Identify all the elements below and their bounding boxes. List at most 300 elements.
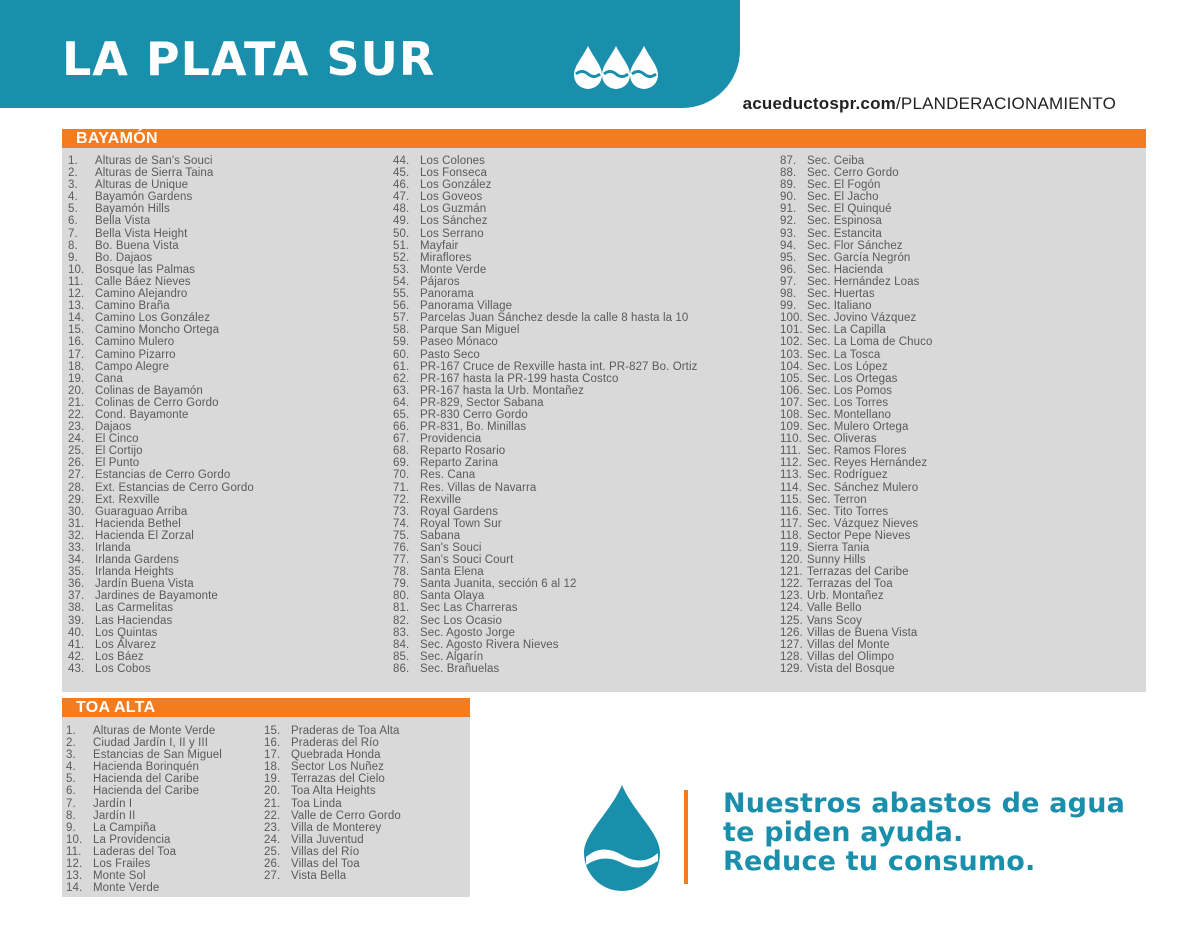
item-number: 52. [393, 251, 410, 264]
item-name: Monte Sol [93, 870, 146, 883]
item-number: 23. [264, 821, 281, 834]
item-name: Los Colones [420, 155, 486, 167]
item-name: Villa Juventud [291, 833, 364, 846]
item-name: Los Guzmán [420, 203, 487, 216]
item-name: Los González [420, 179, 492, 192]
item-number: 102. [780, 336, 803, 349]
item-number: 14. [66, 882, 83, 895]
item-name: Sec. Hernández Loas [807, 275, 920, 288]
item-name: Camino Los González [95, 312, 211, 325]
item-name: Valle de Cerro Gordo [291, 809, 401, 822]
list-item [68, 494, 254, 506]
item-name: Sec. Ceiba [807, 155, 865, 167]
item-number: 7. [66, 797, 76, 810]
item-name: Vans Scoy [807, 614, 863, 627]
list-item [393, 590, 697, 602]
item-name: Paseo Mónaco [420, 336, 498, 349]
item-name: Los Quintas [95, 626, 158, 639]
item-name: Sec. Sánchez Mulero [807, 481, 919, 494]
url-domain: acueductospr.com [742, 94, 896, 113]
list-item [68, 240, 254, 252]
item-name: Camino Pizarro [95, 348, 176, 361]
item-number: 13. [66, 870, 83, 883]
item-number: 84. [393, 638, 410, 651]
item-number: 26. [68, 457, 85, 470]
list-item [780, 639, 932, 651]
item-number: 38. [68, 602, 85, 615]
item-name: Guaraguao Arriba [95, 505, 188, 518]
item-number: 65. [393, 408, 410, 421]
item-number: 95. [780, 251, 797, 264]
website-url[interactable] [743, 94, 1116, 114]
list-item [264, 810, 401, 822]
item-number: 11. [68, 275, 84, 288]
item-name: Sec. La Capilla [807, 324, 886, 337]
item-name: Estancias de Cerro Gordo [95, 469, 231, 482]
item-name: Sec. Los López [807, 360, 888, 373]
item-number: 87. [780, 155, 797, 167]
item-number: 69. [393, 457, 410, 470]
item-number: 117. [780, 517, 802, 530]
list-item [780, 627, 932, 639]
list-item [264, 773, 401, 785]
list-item [68, 578, 254, 590]
item-name: Las Haciendas [95, 614, 173, 627]
item-name: Quebrada Honda [291, 749, 381, 762]
list-item [393, 179, 697, 191]
item-name: Sec. Los Torres [807, 396, 889, 409]
list-item [393, 554, 697, 566]
list-item [780, 324, 932, 336]
item-name: Santa Elena [420, 566, 484, 579]
list-item [393, 663, 697, 675]
list-item [780, 385, 932, 397]
item-name: Reparto Rosario [420, 445, 506, 458]
item-name: Bosque las Palmas [95, 263, 196, 276]
item-number: 18. [68, 360, 85, 373]
conservation-message [723, 789, 1163, 876]
item-number: 123. [780, 590, 803, 603]
item-name: Camino Moncho Ortega [95, 324, 220, 337]
item-name: San's Souci Court [420, 554, 514, 567]
item-number: 33. [68, 542, 85, 554]
item-number: 70. [393, 469, 410, 482]
item-name: Sec. Italiano [807, 300, 872, 313]
list-item [780, 651, 932, 663]
list-item [780, 482, 932, 494]
item-number: 121. [780, 566, 803, 579]
item-number: 11. [66, 845, 82, 858]
item-number: 99. [780, 300, 797, 313]
item-number: 78. [393, 566, 410, 579]
item-number: 37. [68, 590, 85, 603]
item-number: 46. [393, 179, 410, 192]
item-name: Bella Vista [95, 215, 151, 228]
list-item [264, 798, 401, 810]
item-name: El Punto [95, 457, 140, 470]
list-item [393, 651, 697, 663]
list-item [780, 433, 932, 445]
list-item [780, 457, 932, 469]
item-name: El Cortijo [95, 445, 143, 458]
item-name: Ciudad Jardín I, II y III [93, 737, 208, 750]
list-item [780, 469, 932, 481]
item-name: Sec Los Ocasio [420, 614, 502, 627]
list-item [780, 397, 932, 409]
list-item [393, 518, 697, 530]
list-item [393, 482, 697, 494]
list-item [68, 228, 254, 240]
list-item [393, 361, 697, 373]
list-item [393, 191, 697, 203]
item-name: Colinas de Cerro Gordo [95, 396, 219, 409]
item-number: 22. [68, 408, 85, 421]
toa-alta-column-1 [66, 725, 222, 894]
list-item [264, 834, 401, 846]
list-item [780, 203, 932, 215]
list-item [393, 312, 697, 324]
item-name: Mayfair [420, 239, 459, 252]
item-number: 4. [66, 761, 76, 774]
list-item [393, 252, 697, 264]
list-item [68, 361, 254, 373]
list-item [66, 834, 222, 846]
list-item [780, 663, 932, 675]
item-number: 114. [780, 481, 802, 494]
list-item [66, 858, 222, 870]
item-number: 20. [68, 384, 85, 397]
item-number: 15. [264, 725, 281, 737]
item-number: 31. [68, 517, 85, 530]
list-item [68, 639, 254, 651]
item-name: PR-167 hasta la Urb. Montañez [420, 384, 584, 397]
list-item [68, 518, 254, 530]
list-item [264, 822, 401, 834]
item-name: Reparto Zarina [420, 457, 499, 470]
list-item [393, 373, 697, 385]
list-item [393, 215, 697, 227]
list-item [68, 203, 254, 215]
item-number: 64. [393, 396, 410, 409]
item-number: 97. [780, 275, 797, 288]
list-item [68, 312, 254, 324]
bayamon-column-2 [393, 155, 697, 675]
item-name: Villas del Monte [807, 638, 890, 651]
item-name: Campo Alegre [95, 360, 170, 373]
item-number: 10. [66, 833, 83, 846]
item-name: Sec. Cerro Gordo [807, 167, 899, 180]
list-item [780, 264, 932, 276]
item-number: 24. [264, 833, 281, 846]
list-item [68, 191, 254, 203]
item-name: Jardín I [93, 797, 133, 810]
item-number: 28. [68, 481, 85, 494]
item-name: Sec. García Negrón [807, 251, 911, 264]
item-name: Terrazas del Toa [807, 578, 893, 591]
list-item [393, 457, 697, 469]
item-number: 118. [780, 529, 802, 542]
item-number: 127. [780, 638, 803, 651]
item-number: 34. [68, 554, 85, 567]
item-number: 10. [68, 263, 85, 276]
list-item [780, 252, 932, 264]
item-name: Hacienda Bethel [95, 517, 181, 530]
item-number: 82. [393, 614, 410, 627]
item-number: 75. [393, 529, 410, 542]
item-name: Sec. Agosto Rivera Nieves [420, 638, 559, 651]
list-item [68, 615, 254, 627]
item-name: Sec. La Loma de Chuco [807, 336, 933, 349]
item-number: 96. [780, 263, 797, 276]
list-item [264, 858, 401, 870]
list-item [66, 725, 222, 737]
item-number: 128. [780, 650, 803, 663]
list-item [393, 578, 697, 590]
list-item [393, 433, 697, 445]
item-number: 58. [393, 324, 410, 337]
list-item [780, 167, 932, 179]
list-item [66, 737, 222, 749]
item-name: Praderas de Toa Alta [291, 725, 400, 737]
item-name: Res. Cana [420, 469, 476, 482]
list-item [68, 506, 254, 518]
item-number: 44. [393, 155, 410, 167]
list-item [68, 215, 254, 227]
list-item [66, 846, 222, 858]
list-item [393, 542, 697, 554]
item-number: 8. [66, 809, 76, 822]
item-number: 9. [68, 251, 78, 264]
item-name: Monte Verde [93, 882, 160, 895]
list-item [68, 324, 254, 336]
item-name: Santa Olaya [420, 590, 485, 603]
list-item [68, 276, 254, 288]
list-item [393, 385, 697, 397]
item-number: 47. [393, 191, 410, 204]
list-item [68, 590, 254, 602]
item-name: Cana [95, 372, 123, 385]
item-number: 57. [393, 312, 410, 325]
item-name: Alturas de Monte Verde [93, 725, 216, 737]
list-item [393, 602, 697, 614]
item-number: 25. [68, 445, 85, 458]
item-name: Parque San Miguel [420, 324, 520, 337]
item-name: PR-831, Bo. Minillas [420, 421, 527, 434]
item-number: 17. [68, 348, 85, 361]
item-number: 21. [264, 797, 281, 810]
item-number: 54. [393, 275, 410, 288]
item-number: 93. [780, 227, 797, 240]
list-item [68, 167, 254, 179]
item-number: 129. [780, 662, 803, 675]
list-item [780, 312, 932, 324]
item-name: Villas del Toa [291, 858, 360, 871]
list-item [68, 627, 254, 639]
item-name: Los Frailes [93, 858, 151, 871]
item-number: 32. [68, 529, 85, 542]
list-item [66, 761, 222, 773]
item-number: 22. [264, 809, 281, 822]
list-item [264, 785, 401, 797]
item-name: Jardines de Bayamonte [95, 590, 218, 603]
list-item [780, 373, 932, 385]
url-path: /PLANDERACIONAMIENTO [895, 94, 1116, 113]
item-name: Sec. El Quinqué [807, 203, 892, 216]
item-number: 71. [393, 481, 410, 494]
list-item [66, 749, 222, 761]
item-name: Irlanda Gardens [95, 554, 179, 567]
item-name: Terrazas del Caribe [807, 566, 909, 579]
item-name: Sec. Tito Torres [807, 505, 889, 518]
item-name: Sec. Estancita [807, 227, 882, 240]
list-item [68, 179, 254, 191]
item-number: 91. [780, 203, 797, 216]
list-item [264, 846, 401, 858]
item-name: Terrazas del Cielo [291, 773, 385, 786]
item-number: 80. [393, 590, 410, 603]
item-number: 6. [66, 785, 76, 798]
item-name: Sec. Vázquez Nieves [807, 517, 919, 530]
item-name: Providencia [420, 433, 482, 446]
item-number: 15. [68, 324, 85, 337]
list-item [780, 602, 932, 614]
item-number: 88. [780, 167, 797, 180]
list-item [780, 590, 932, 602]
list-item [68, 433, 254, 445]
item-name: Ext. Rexville [95, 493, 160, 506]
list-item [393, 506, 697, 518]
item-number: 62. [393, 372, 410, 385]
item-name: Villas del Río [291, 845, 360, 858]
item-number: 108. [780, 408, 803, 421]
list-item [780, 578, 932, 590]
item-name: Hacienda El Zorzal [95, 529, 194, 542]
item-name: Toa Alta Heights [291, 785, 376, 798]
item-number: 63. [393, 384, 410, 397]
item-name: Alturas de Unique [95, 179, 189, 192]
toa-alta-column-2 [264, 725, 401, 882]
list-item [780, 615, 932, 627]
item-number: 83. [393, 626, 410, 639]
list-item [68, 264, 254, 276]
message-line-1: Nuestros abastos de agua [723, 788, 1126, 819]
item-number: 50. [393, 227, 410, 240]
item-name: Las Carmelitas [95, 602, 174, 615]
list-item [68, 469, 254, 481]
item-name: Royal Gardens [420, 505, 499, 518]
item-number: 16. [264, 737, 281, 750]
list-item [393, 324, 697, 336]
list-item [393, 203, 697, 215]
item-name: Rexville [420, 493, 462, 506]
item-name: Miraflores [420, 251, 472, 264]
list-item [780, 155, 932, 167]
list-item [780, 506, 932, 518]
item-number: 122. [780, 578, 803, 591]
item-name: Santa Juanita, sección 6 al 12 [420, 578, 577, 591]
list-item [68, 602, 254, 614]
list-item [393, 639, 697, 651]
list-item [68, 397, 254, 409]
item-name: Dajaos [95, 421, 132, 434]
page-title: LA PLATA SUR [62, 32, 436, 86]
item-name: Parcelas Juan Sánchez desde la calle 8 hasta la 10 [420, 312, 689, 325]
item-number: 49. [393, 215, 410, 228]
item-name: Toa Linda [291, 797, 342, 810]
item-number: 25. [264, 845, 281, 858]
item-name: Cond. Bayamonte [95, 408, 189, 421]
item-number: 103. [780, 348, 803, 361]
item-number: 73. [393, 505, 410, 518]
list-item [780, 542, 932, 554]
item-number: 67. [393, 433, 410, 446]
item-number: 60. [393, 348, 410, 361]
list-item [68, 252, 254, 264]
item-number: 19. [264, 773, 281, 786]
item-number: 18. [264, 761, 281, 774]
three-water-drops-logo-icon [572, 44, 660, 90]
item-number: 26. [264, 858, 281, 871]
item-number: 27. [68, 469, 85, 482]
bayamon-section-title: BAYAMÓN [62, 129, 1146, 148]
item-number: 89. [780, 179, 797, 192]
list-item [780, 300, 932, 312]
list-item [264, 725, 401, 737]
list-item [68, 530, 254, 542]
item-name: Sec. Oliveras [807, 433, 877, 446]
item-name: Sierra Tania [807, 542, 870, 554]
item-name: Sec. Huertas [807, 288, 875, 301]
item-name: Monte Verde [420, 263, 487, 276]
item-name: Bayamón Hills [95, 203, 170, 216]
item-name: Sec. Mulero Ortega [807, 421, 909, 434]
list-item [68, 385, 254, 397]
item-name: Pájaros [420, 275, 460, 288]
item-number: 9. [66, 821, 76, 834]
header-banner [0, 0, 740, 108]
item-number: 76. [393, 542, 410, 554]
item-number: 66. [393, 421, 410, 434]
item-name: Laderas del Toa [93, 845, 177, 858]
list-item [780, 518, 932, 530]
item-number: 124. [780, 602, 803, 615]
item-name: PR-830 Cerro Gordo [420, 408, 528, 421]
item-number: 74. [393, 517, 410, 530]
item-number: 79. [393, 578, 410, 591]
item-number: 8. [68, 239, 78, 252]
item-number: 3. [68, 179, 78, 192]
item-name: Camino Mulero [95, 336, 175, 349]
item-number: 41. [68, 638, 85, 651]
item-name: PR-167 Cruce de Rexville hasta int. PR-827 Bo. Ortiz [420, 360, 698, 373]
list-item [780, 288, 932, 300]
item-number: 53. [393, 263, 410, 276]
item-number: 40. [68, 626, 85, 639]
item-name: Urb. Montañez [807, 590, 884, 603]
item-name: Sector Los Nuñez [291, 761, 385, 774]
item-name: Bayamón Gardens [95, 191, 193, 204]
item-number: 30. [68, 505, 85, 518]
item-name: Hacienda Borinquén [93, 761, 200, 774]
item-name: Los Báez [95, 650, 144, 663]
item-name: Vista del Bosque [807, 662, 895, 675]
list-item [780, 240, 932, 252]
item-name: Camino Alejandro [95, 288, 188, 301]
list-item [66, 882, 222, 894]
item-number: 36. [68, 578, 85, 591]
item-number: 113. [780, 469, 802, 482]
list-item [264, 761, 401, 773]
